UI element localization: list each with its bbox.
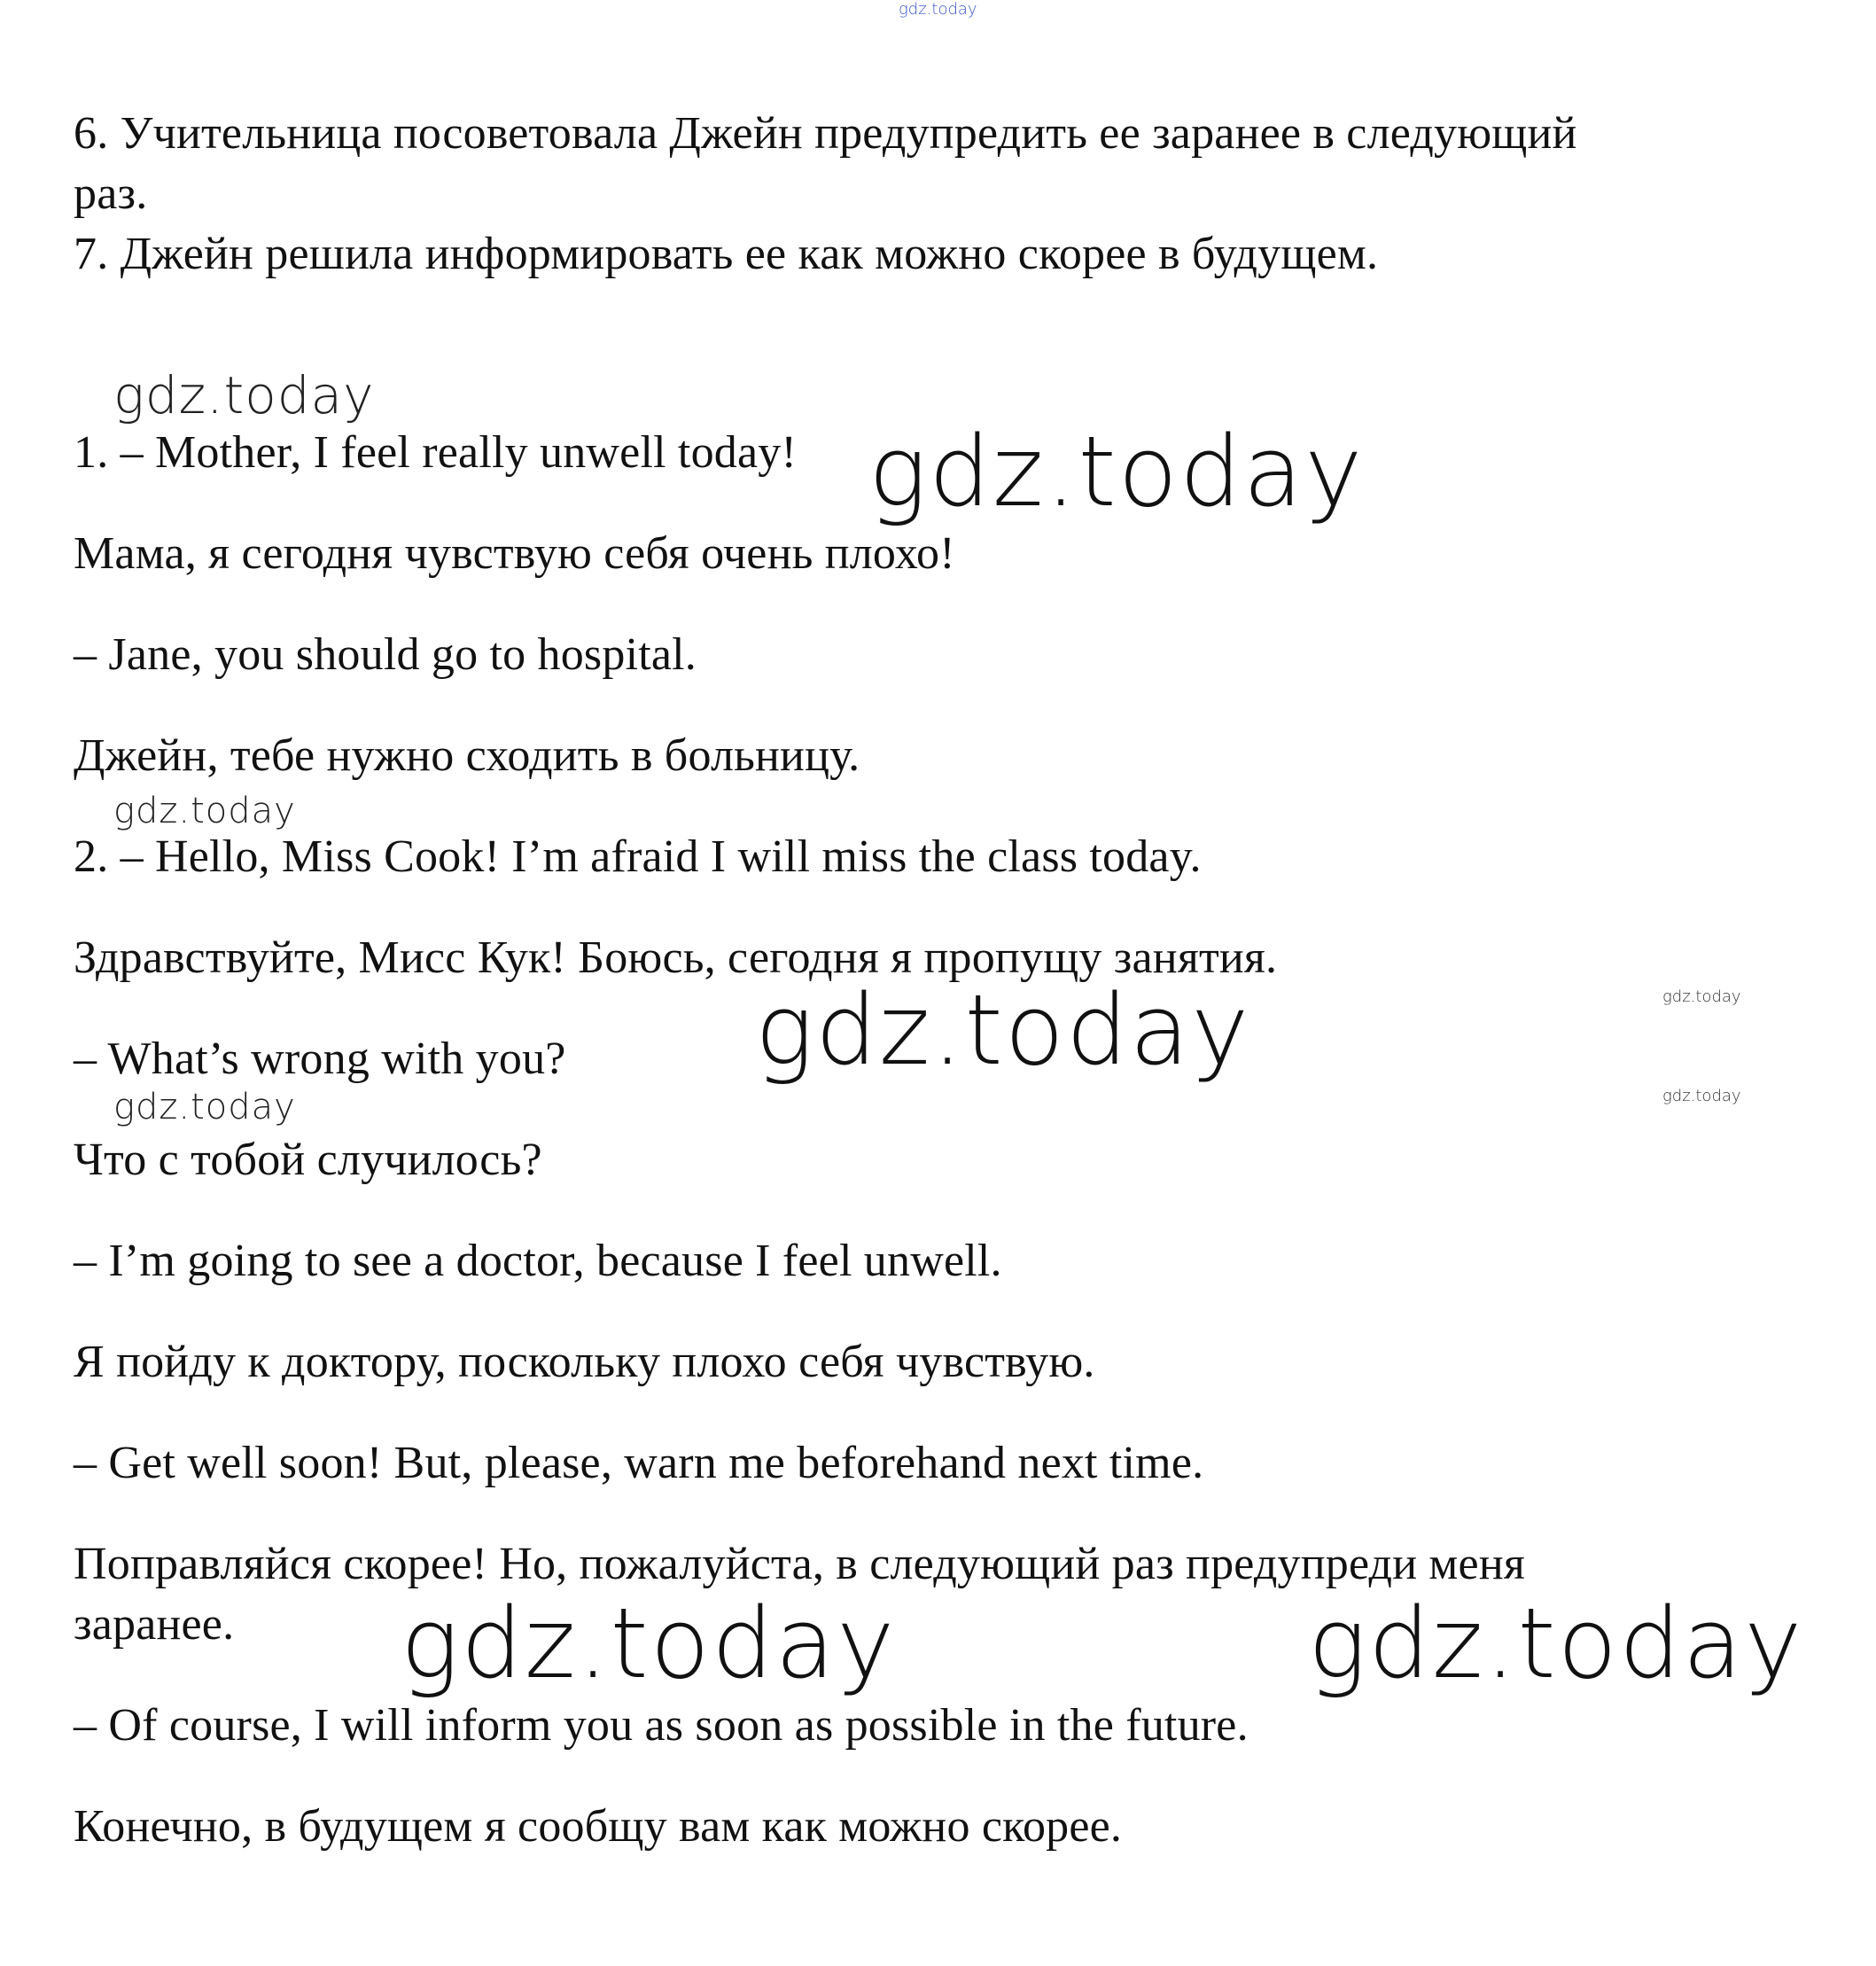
text-line-6: – Jane, you should go to hospital. — [74, 629, 697, 680]
text-line-18: Конечно, в будущем я сообщу вам как можно скорее. — [74, 1801, 1123, 1852]
text-line-16: заранее. — [74, 1599, 235, 1650]
text-line-8: 2. – Hello, Miss Cook! I’m afraid I will miss the class today. — [74, 831, 1202, 882]
text-line-5: Мама, я сегодня чувствую себя очень плохо! — [74, 528, 955, 579]
text-line-13: Я пойду к доктору, поскольку плохо себя чувствую. — [74, 1337, 1095, 1387]
watermark: gdz.today — [1308, 1587, 1804, 1700]
text-line-11: Что с тобой случилось? — [74, 1135, 542, 1185]
watermark: gdz.today — [868, 415, 1365, 528]
watermark: gdz.today — [1662, 1087, 1741, 1105]
text-line-17: – Of course, I will inform you as soon as possible in the future. — [74, 1700, 1249, 1751]
text-line-14: – Get well soon! But, please, warn me beforehand next time. — [74, 1438, 1204, 1488]
text-line-12: – I’m going to see a doctor, because I feel unwell. — [74, 1236, 1002, 1286]
watermark: gdz.today — [755, 973, 1251, 1087]
text-line-10: – What’s wrong with you? — [74, 1034, 566, 1084]
watermark-top: gdz.today — [899, 0, 977, 19]
text-line-9: Здравствуйте, Мисс Кук! Боюсь, сегодня я пропущу занятия. — [74, 932, 1278, 983]
text-line-15: Поправляйся скорее! Но, пожалуйста, в следующий раз предупреди меня — [74, 1539, 1525, 1589]
text-line-1: 6. Учительница посоветовала Джейн предупредить ее заранее в следующий — [74, 108, 1577, 159]
watermark: gdz.today — [113, 791, 296, 831]
text-line-3: 7. Джейн решила информировать ее как можно скорее в будущем. — [74, 229, 1379, 279]
text-line-4: 1. – Mother, I feel really unwell today! — [74, 427, 797, 478]
text-line-2: раз. — [74, 168, 148, 219]
watermark: gdz.today — [1662, 987, 1741, 1006]
watermark: gdz.today — [113, 365, 375, 425]
watermark: gdz.today — [401, 1587, 897, 1700]
text-line-7: Джейн, тебе нужно сходить в больницу. — [74, 730, 860, 781]
watermark: gdz.today — [113, 1087, 296, 1127]
